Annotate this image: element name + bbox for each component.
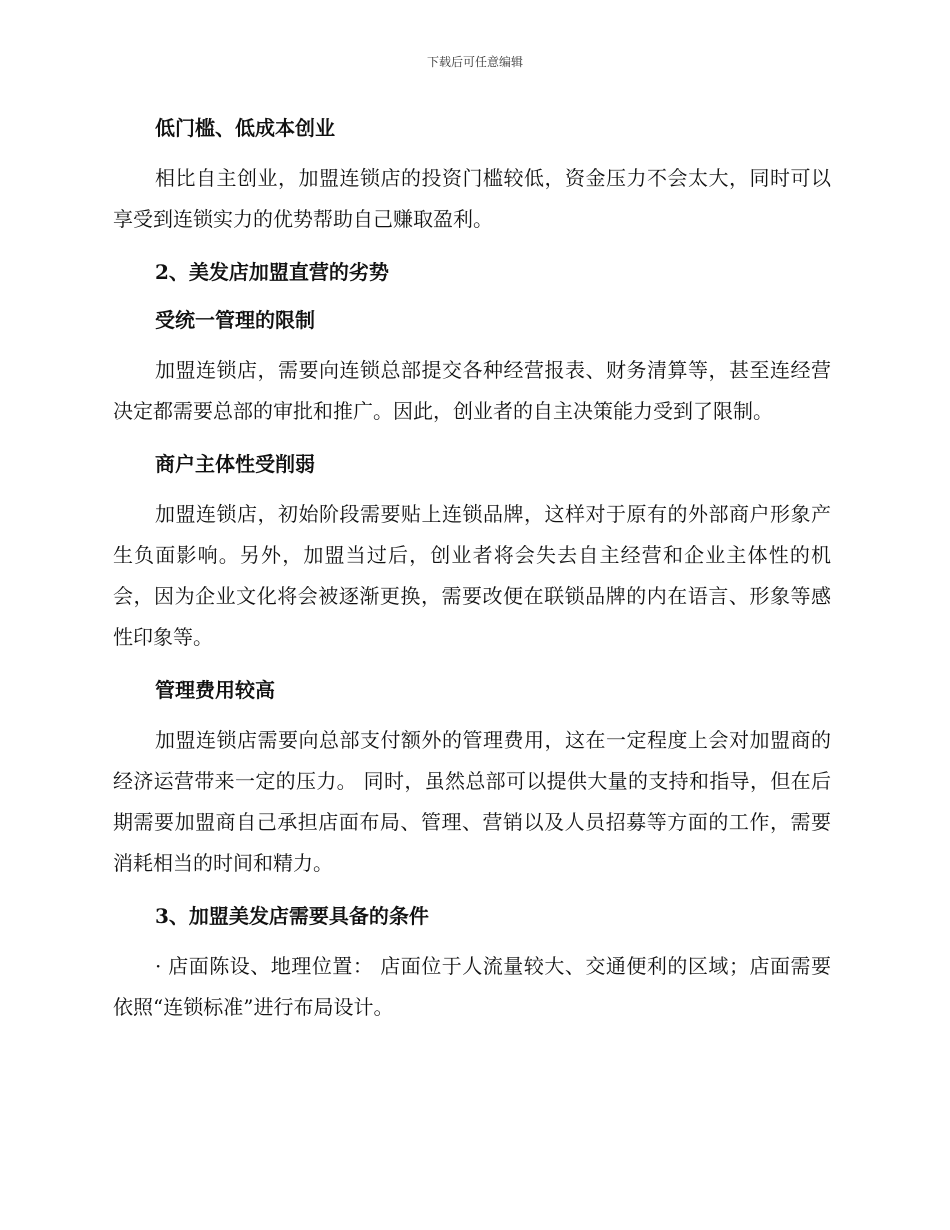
paragraph-low-threshold: 相比自主创业，加盟连锁店的投资门槛较低，资金压力不会太大，同时可以享受到连锁实力的优势帮助自己赚取盈利。 (113, 166, 831, 231)
section-heading-requirements: 3、加盟美发店需要具备的条件 (155, 904, 429, 928)
section-heading-unified-management: 受统一管理的限制 (155, 308, 315, 332)
paragraph-unified-management: 加盟连锁店，需要向连锁总部提交各种经营报表、财务清算等，甚至连经营决定都需要总部的审批和推广。因此，创业者的自主决策能力受到了限制。 (113, 358, 831, 423)
paragraph-merchant-identity: 加盟连锁店，初始阶段需要贴上连锁品牌，这样对于原有的外部商户形象产生负面影响。另外，加盟当过后，创业者将会失去自主经营和企业主体性的机会，因为企业文化将会被逐渐更换，需要改便在联锁品牌的内在语言、形象等感性印象等。 (113, 502, 831, 649)
paragraph-store-location: · 店面陈设、地理位置： 店面位于人流量较大、交通便利的区域；店面需要依照“连锁标准”进行布局设计。 (113, 954, 831, 1019)
section-heading-disadvantages: 2、美发店加盟直营的劣势 (155, 260, 389, 284)
section-heading-management-fees: 管理费用较高 (155, 678, 275, 702)
page-header-note: 下载后可任意编辑 (426, 55, 523, 69)
section-heading-low-threshold: 低门槛、低成本创业 (155, 116, 335, 140)
paragraph-management-fees: 加盟连锁店需要向总部支付额外的管理费用，这在一定程度上会对加盟商的经济运营带来一定的压力。 同时，虽然总部可以提供大量的支持和指导，但在后期需要加盟商自己承担店面布局、管理、营销以及人员招募等方面的工作，需要消耗相当的时间和精力。 (113, 728, 831, 875)
section-heading-merchant-identity: 商户主体性受削弱 (155, 452, 315, 476)
document-body (113, 104, 831, 1036)
